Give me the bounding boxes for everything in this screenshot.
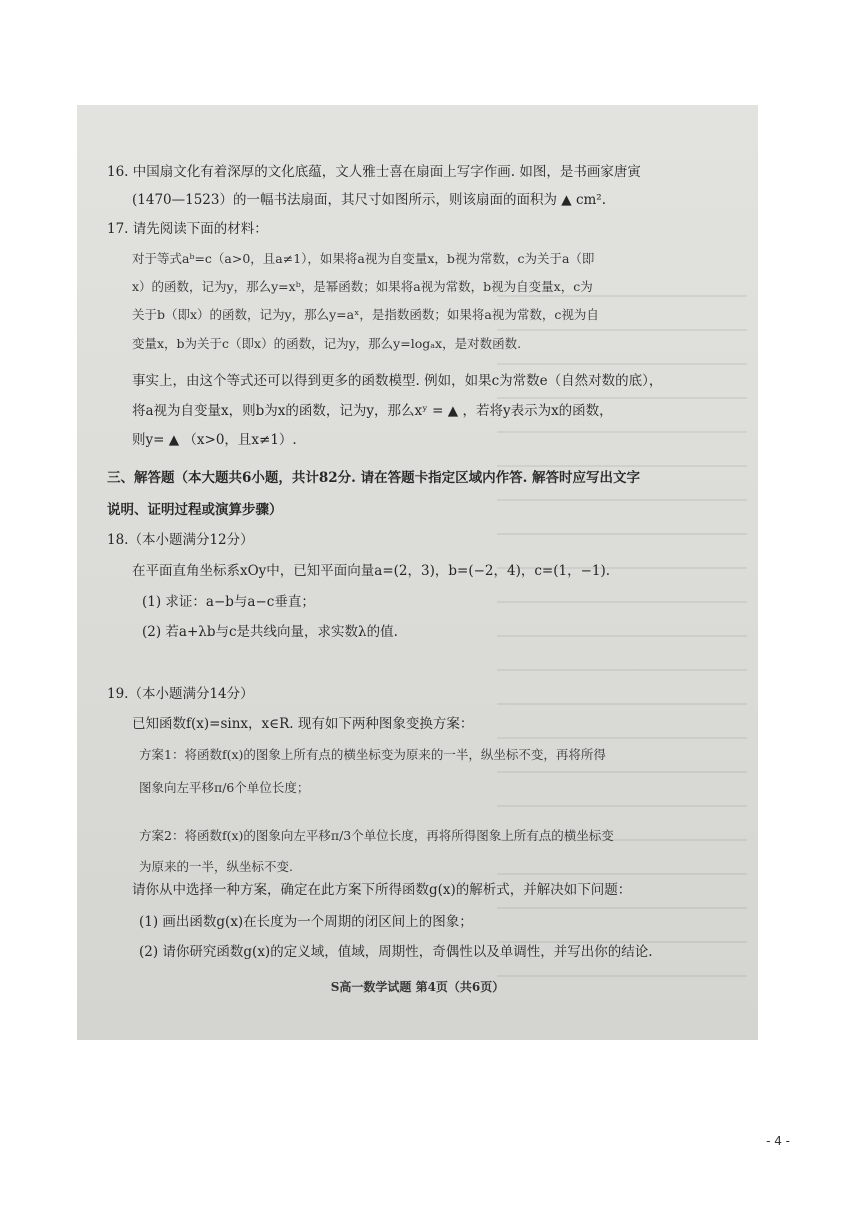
q19-line6: 请你从中选择一种方案，确定在此方案下所得函数g(x)的解析式，并解决如下问题： — [132, 882, 632, 898]
q17-line5: 变量x，b为关于c（即x）的函数，记为y，那么y=logₐx，是对数函数. — [132, 336, 522, 351]
q17-line2: 对于等式aᵇ=c（a>0，且a≠1），如果将a视为自变量x，b视为常数，c为关于a（即 — [132, 251, 595, 266]
q19-line1: 已知函数f(x)=sinx，x∈R. 现有如下两种图象变换方案： — [132, 716, 474, 732]
q18-line2: (1) 求证：a−b与a−c垂直； — [142, 594, 315, 610]
page-number: - 4 - — [766, 1134, 790, 1148]
section3-heading-line1: 三、解答题（本大题共6小题，共计82分. 请在答题卡指定区域内作答. 解答时应写出文字 — [107, 470, 640, 486]
q18-line1: 在平面直角坐标系xOy中，已知平面向量a=(2，3)，b=(−2，4)，c=(1，−1). — [132, 563, 611, 579]
q19-line7: (1) 画出函数g(x)在长度为一个周期的闭区间上的图象； — [139, 914, 473, 930]
q17-line3: x）的函数，记为y，那么y=xᵇ，是幂函数；如果将a视为常数，b视为自变量x，c为 — [132, 279, 593, 294]
q18-line3: (2) 若a+λb与c是共线向量，求实数λ的值. — [142, 624, 398, 640]
q19-line4: 方案2：将函数f(x)的图象向左平移π/3个单位长度，再将所得图象上所有点的横坐标变 — [139, 828, 614, 843]
q17-line1: 17. 请先阅读下面的材料： — [107, 221, 268, 237]
q19-title: 19.（本小题满分14分） — [107, 686, 254, 702]
q18-title: 18.（本小题满分12分） — [107, 532, 254, 548]
q19-line3: 图象向左平移π/6个单位长度； — [139, 780, 310, 795]
q17-line8: 则y= ▲ （x>0，且x≠1）. — [132, 432, 297, 448]
q17-line4: 关于b（即x）的函数，记为y，那么y=aˣ，是指数函数；如果将a视为常数，c视为自 — [132, 307, 599, 322]
exam-footer: S高一数学试题 第4页（共6页） — [330, 980, 505, 994]
exam-page-photo — [77, 105, 758, 1040]
section3-heading-line2: 说明、证明过程或演算步骤） — [107, 502, 283, 518]
q19-line8: (2) 请你研究函数g(x)的定义域，值域，周期性，奇偶性以及单调性，并写出你的结论. — [139, 944, 653, 960]
q19-line5: 为原来的一半，纵坐标不变. — [139, 859, 293, 874]
q17-line7: 将a视为自变量x，则b为x的函数，记为y，那么xʸ = ▲ ，若将y表示为x的函数， — [132, 403, 613, 419]
q17-line6: 事实上，由这个等式还可以得到更多的函数模型. 例如，如果c为常数e（自然对数的底）， — [132, 373, 663, 389]
q19-line2: 方案1：将函数f(x)的图象上所有点的横坐标变为原来的一半，纵坐标不变，再将所得 — [139, 747, 606, 762]
q16-line2: (1470—1523）的一幅书法扇面，其尺寸如图所示，则该扇面的面积为 ▲ cm². — [132, 192, 607, 208]
q16-line1: 16. 中国扇文化有着深厚的文化底蕴，文人雅士喜在扇面上写字作画. 如图，是书画家唐寅 — [107, 164, 641, 180]
